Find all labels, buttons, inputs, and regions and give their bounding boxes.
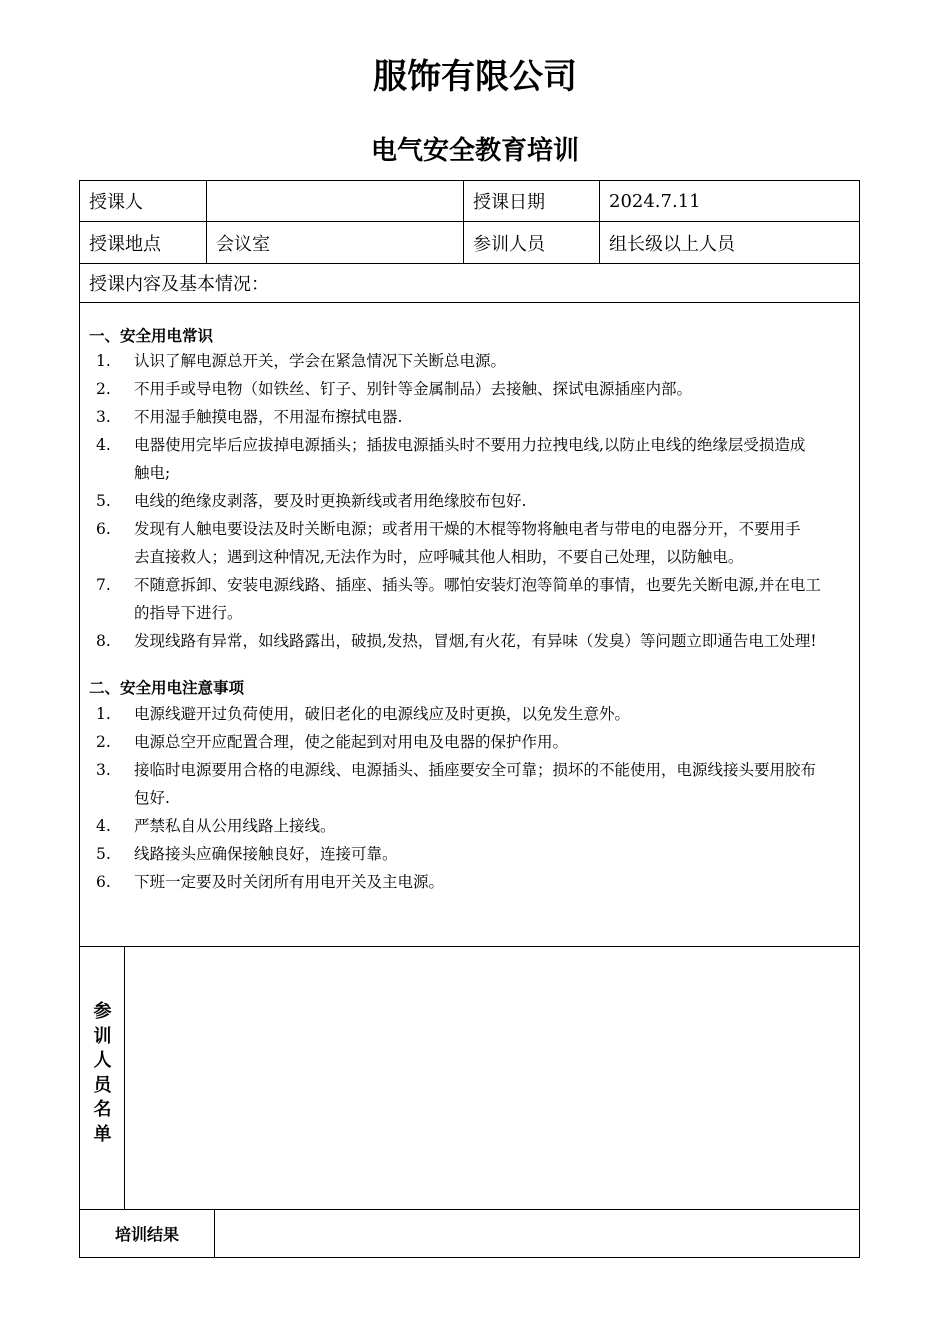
list-item-line: 认识了解电源总开关，学会在紧急情况下关断总电源。 <box>134 352 507 370</box>
list-item-text <box>134 571 852 627</box>
result-field[interactable] <box>215 1210 859 1257</box>
list-item-text <box>134 868 852 896</box>
section-heading: 一、安全用电常识 <box>89 327 214 345</box>
list-item-line: 不用手或导电物（如铁丝、钉子、别针等金属制品）去接触、探试电源插座内部。 <box>134 380 693 398</box>
list-item-number: 4. <box>96 436 111 454</box>
roster-area[interactable] <box>125 947 859 1209</box>
list-item-line: 电源线避开过负荷使用，破旧老化的电源线应及时更换，以免发生意外。 <box>134 705 631 723</box>
date-label: 授课日期 <box>473 192 545 213</box>
location-field[interactable]: 会议室 <box>216 233 270 255</box>
list-item-number: 2. <box>96 380 111 398</box>
list-item-line: 电器使用完毕后应拔掉电源插头；插拔电源插头时不要用力拉拽电线,以防止电线的绝缘层受损造成 <box>134 436 806 454</box>
list-item-text <box>134 840 852 868</box>
list-item-number: 1. <box>96 352 111 370</box>
list-item-line: 的指导下进行。 <box>134 604 243 622</box>
list-item-text <box>134 700 852 728</box>
list-item-line: 触电; <box>134 464 171 482</box>
roster-label <box>80 1000 125 1147</box>
list-item-text <box>134 487 852 515</box>
content-label: 授课内容及基本情况： <box>89 274 269 295</box>
list-item-line: 电线的绝缘皮剥落，要及时更换新线或者用绝缘胶布包好. <box>134 492 527 510</box>
lecturer-label: 授课人 <box>89 192 143 213</box>
list-item-text <box>134 515 852 571</box>
list-item-number: 2. <box>96 733 111 751</box>
list-item-number: 1. <box>96 705 111 723</box>
list-item-number: 8. <box>96 632 111 650</box>
list-item-number: 5. <box>96 492 111 510</box>
list-item-number: 3. <box>96 408 111 426</box>
list-item-number: 3. <box>96 761 111 779</box>
location-label: 授课地点 <box>89 233 161 255</box>
list-item-line: 不随意拆卸、安装电源线路、插座、插头等。哪怕安装灯泡等简单的事情，也要先关断电源,并在电工 <box>134 576 821 594</box>
roster-label-char: 单 <box>93 1123 112 1145</box>
list-item-line: 下班一定要及时关闭所有用电开关及主电源。 <box>134 873 445 891</box>
roster-label-char: 名 <box>93 1099 112 1120</box>
result-label: 培训结果 <box>114 1225 179 1244</box>
list-item-number: 4. <box>96 817 111 835</box>
attendees-field[interactable]: 组长级以上人员 <box>609 233 735 255</box>
list-item-text <box>134 347 852 375</box>
list-item-number: 6. <box>96 873 111 891</box>
lecturer-field[interactable] <box>207 181 463 221</box>
list-item-line: 发现线路有异常，如线路露出，破损,发热，冒烟,有火花，有异味（发臭）等问题立即通告电工处理! <box>134 632 817 650</box>
list-item-text <box>134 812 852 840</box>
document-title: 电气安全教育培训 <box>370 136 579 166</box>
list-item-line: 去直接救人；遇到这种情况,无法作为时，应呼喊其他人相助，不要自己处理，以防触电。 <box>134 548 744 566</box>
list-item-text <box>134 375 852 403</box>
list-item-line: 包好. <box>134 789 170 807</box>
roster-label-char: 员 <box>93 1074 112 1096</box>
roster-label-char: 训 <box>93 1025 112 1047</box>
list-item-number: 5. <box>96 845 111 863</box>
list-item-line: 发现有人触电要设法及时关断电源；或者用干燥的木棍等物将触电者与带电的电器分开，不要用手 <box>134 520 801 538</box>
training-content <box>80 303 860 946</box>
list-item-number: 6. <box>96 520 111 538</box>
list-item-line: 不用湿手触摸电器，不用湿布擦拭电器. <box>134 408 403 426</box>
list-item-text <box>134 403 852 431</box>
attendees-label: 参训人员 <box>473 233 545 255</box>
roster-label-char: 参 <box>93 1001 112 1022</box>
list-item-text <box>134 627 852 655</box>
list-item-line: 电源总空开应配置合理，使之能起到对用电及电器的保护作用。 <box>134 733 569 751</box>
list-item-line: 严禁私自从公用线路上接线。 <box>134 817 336 835</box>
list-item-text <box>134 431 852 487</box>
list-item-number: 7. <box>96 576 111 594</box>
list-item-line: 线路接头应确保接触良好，连接可靠。 <box>134 845 398 863</box>
list-item-line: 接临时电源要用合格的电源线、电源插头、插座要安全可靠；损坏的不能使用，电源线接头要用胶布 <box>134 761 817 779</box>
list-item-text <box>134 756 852 812</box>
section-heading: 二、安全用电注意事项 <box>89 679 245 697</box>
company-title: 服饰有限公司 <box>373 57 577 97</box>
date-field[interactable]: 2024.7.11 <box>609 190 701 212</box>
roster-label-char: 人 <box>93 1050 112 1071</box>
list-item-text <box>134 728 852 756</box>
